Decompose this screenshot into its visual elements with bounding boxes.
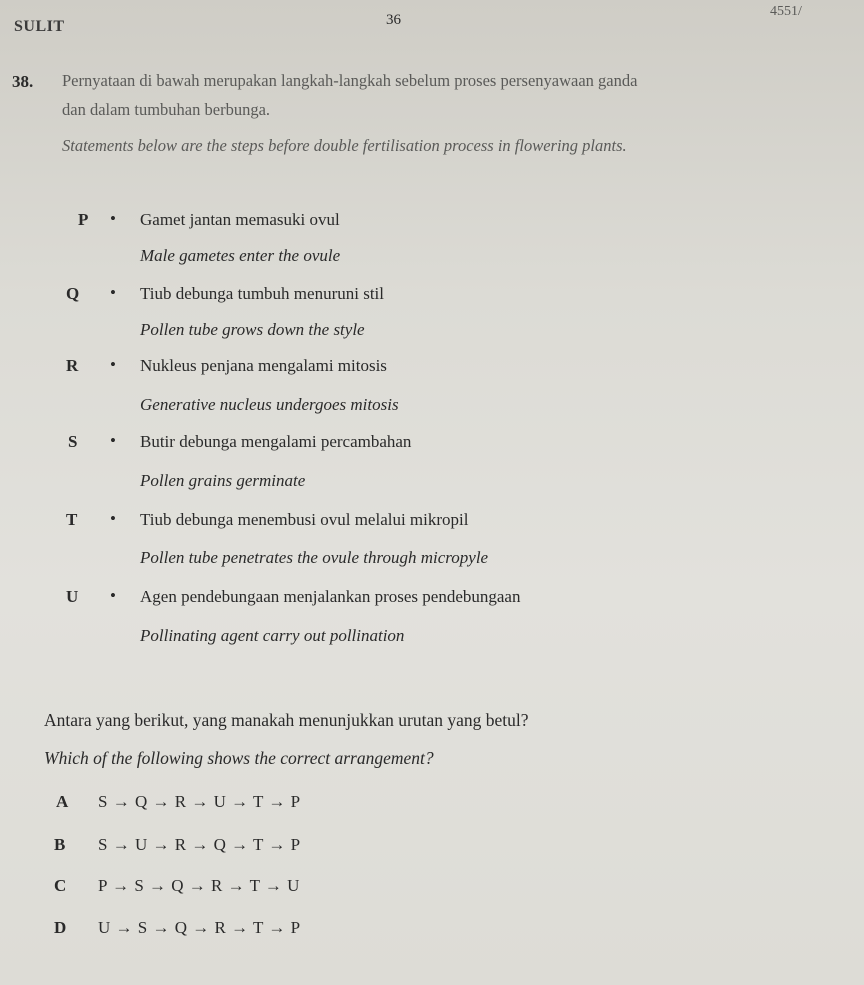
statement-ms: Agen pendebungaan menjalankan proses pendebungaan (140, 587, 521, 606)
header-sulit: SULIT (14, 18, 65, 35)
option-sequence: S → Q → R → U → T → P (98, 792, 301, 811)
question-text-ms-line2: dan dalam tumbuhan berbunga. (62, 100, 271, 119)
statement-en: Generative nucleus undergoes mitosis (140, 395, 399, 414)
statement-ms: Butir debunga mengalami percambahan (140, 432, 412, 451)
bullet: • (110, 209, 116, 228)
question-text-en: Statements below are the steps before double fertilisation process in flowering plants. (62, 136, 627, 155)
prompt-ms: Antara yang berikut, yang manakah menunjukkan urutan yang betul? (44, 710, 529, 730)
question-number: 38. (12, 72, 34, 91)
statement-label: S (68, 432, 78, 451)
option-sequence: S → U → R → Q → T → P (98, 835, 301, 854)
statement-en: Male gametes enter the ovule (140, 246, 341, 265)
option-label: D (54, 918, 67, 937)
statement-label: R (66, 356, 79, 375)
option-label: C (54, 876, 67, 895)
statement-label: P (78, 210, 89, 229)
option-sequence: U → S → Q → R → T → P (98, 918, 301, 937)
statement-en: Pollinating agent carry out pollination (140, 626, 405, 645)
statement-label: Q (66, 284, 80, 303)
option-label: B (54, 835, 66, 854)
prompt-en: Which of the following shows the correct arrangement? (44, 748, 434, 768)
question-text-ms-line1: Pernyataan di bawah merupakan langkah-langkah sebelum proses persenyawaan ganda (62, 71, 638, 90)
bullet: • (110, 586, 116, 605)
bullet: • (110, 283, 116, 302)
statement-ms: Gamet jantan memasuki ovul (140, 210, 340, 229)
statement-label: U (66, 587, 79, 606)
statement-ms: Nukleus penjana mengalami mitosis (140, 356, 387, 375)
option-sequence: P → S → Q → R → T → U (98, 876, 300, 895)
statement-ms: Tiub debunga tumbuh menuruni stil (140, 284, 384, 303)
bullet: • (110, 431, 116, 450)
page-number: 36 (386, 12, 401, 28)
statement-en: Pollen tube grows down the style (140, 320, 365, 339)
statement-ms: Tiub debunga menembusi ovul melalui mikropil (140, 510, 469, 529)
bullet: • (110, 509, 116, 528)
statement-label: T (66, 510, 78, 529)
option-label: A (56, 792, 69, 811)
paper-code: 4551/ (770, 4, 802, 19)
statement-en: Pollen tube penetrates the ovule through micropyle (140, 548, 489, 567)
statement-en: Pollen grains germinate (140, 471, 306, 490)
bullet: • (110, 355, 116, 374)
